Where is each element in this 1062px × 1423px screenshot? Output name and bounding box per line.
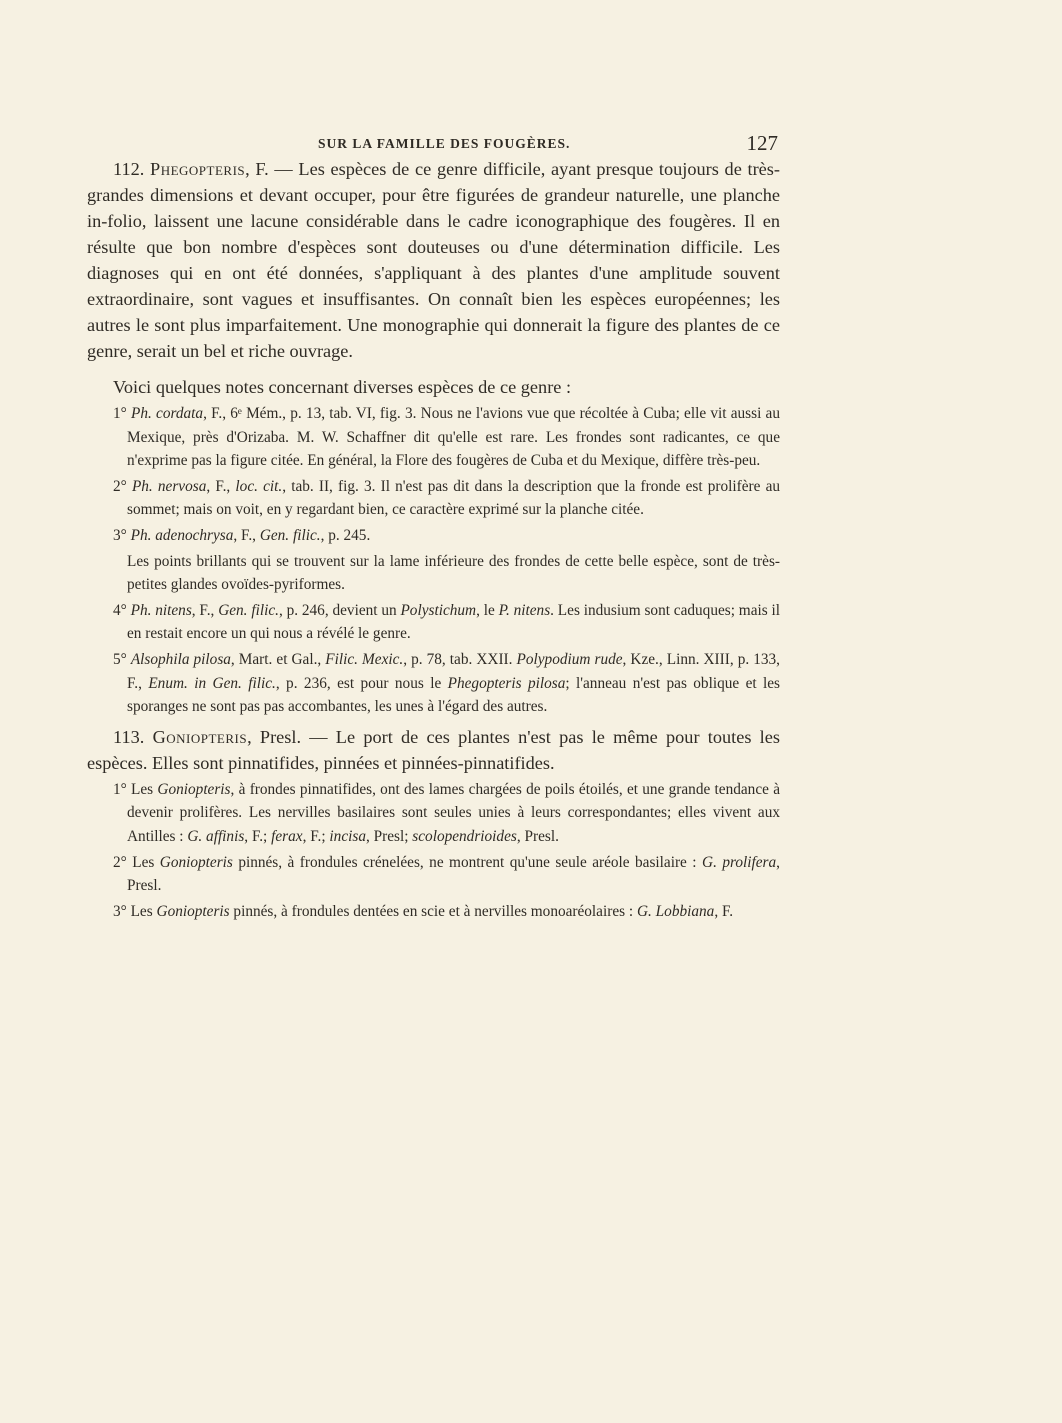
- section-112-intro: Voici quelques notes concernant diverses espèces de ce genre :: [113, 377, 572, 397]
- item-text: , p. 245.: [320, 526, 371, 544]
- item-number: 4°: [113, 601, 131, 619]
- genus-name: Phegopteris: [150, 159, 246, 179]
- item-text: , F., 6ᵉ Mém., p. 13, tab. VI, fig. 3. Nous ne l'avions vue que récoltée à Cuba; elle vit aussi au Mexique, près d'Orizaba. M. W. Schaffner dit qu'elle est rare. Les frondes sont radicantes, ce que n'exprime pas la figure citée. En général, la Flore des fougères de Cuba et du Mexique, diffère très-peu.: [127, 405, 780, 470]
- list-item-113-1: [87, 778, 780, 849]
- item-text: , F.;: [302, 827, 330, 845]
- item-text: , à frondes pinnatifides, ont des lames chargées de poils étoilés, et une grande tendance à devenir prolifères. Les nervilles basilaires sont seules unies à leurs correspondantes; elles vivent aux Antilles :: [127, 780, 780, 845]
- item-number: 1°: [113, 405, 131, 422]
- list-item-112-4: [87, 599, 780, 646]
- species-name: Goniopteris: [156, 902, 230, 920]
- reference: Gen. filic.: [218, 601, 279, 619]
- item-text: pinnés, à frondules crénelées, ne montrent qu'une seule aréole basilaire :: [232, 853, 703, 871]
- reference: Gen. filic.: [259, 526, 321, 544]
- item-text: pinnés, à frondules dentées en scie et à nervilles monoaréolaires :: [229, 902, 637, 920]
- section-113-paragraph: [87, 724, 780, 776]
- item-text: , F.,: [206, 477, 236, 495]
- species-name: Goniopteris: [159, 853, 233, 871]
- paragraph-text: , Presl. — Le port de ces plantes n'est pas le même pour toutes les espèces. Elles sont pinnatifides, pinnées et pinnées-pinnatifides.: [87, 726, 780, 773]
- list-item-112-3: [87, 524, 780, 548]
- page-number: 127: [746, 131, 778, 155]
- item-text: , p. 236, est pour nous le: [275, 674, 448, 692]
- item-text: , le: [476, 601, 499, 619]
- species-name: Ph. nervosa: [131, 477, 207, 495]
- species-name: P. nitens: [498, 601, 551, 619]
- list-item-112-3-note: Les points brillants qui se trouvent sur la lame inférieure des frondes de cette belle espèce, sont de très-petites glandes ovoïdes-pyriformes.: [127, 552, 780, 594]
- item-text: , Kze., Linn. XIII, p. 133, F.,: [127, 650, 780, 692]
- genus-name: Goniopteris: [152, 726, 248, 747]
- item-number: 1° Les: [113, 780, 158, 798]
- item-number: 2° Les: [113, 853, 160, 871]
- species-name: G. Lobbiana: [636, 902, 715, 920]
- item-text: , Presl.: [516, 827, 559, 845]
- species-name: Alsophila pilosa: [130, 650, 231, 668]
- item-text: , p. 246, devient un: [278, 601, 401, 619]
- reference: Filic. Mexic.: [325, 650, 404, 668]
- paragraph-text: , F. — Les espèces de ce genre difficile, ayant presque toujours de très-grandes dimensions et devant occuper, pour être figurées de grandeur naturelle, une planche in-folio, laissent une lacune considérable dans le cadre iconographique des fougères. Il en résulte que bon nombre d'espèces sont douteuses ou d'une détermination difficile. Les diagnoses qui en ont été données, s'appliquant à des plantes d'une amplitude souvent extraordinaire, sont vagues et insuffisantes. On connaît bien les espèces européennes; les autres le sont plus imparfaitement. Une monographie qui donnerait la figure des plantes de ce genre, serait un bel et riche ouvrage.: [87, 159, 780, 361]
- item-text: , F.: [714, 902, 734, 920]
- item-number: 3° Les: [113, 902, 157, 920]
- section-112-paragraph: [87, 156, 780, 364]
- item-text: , F.;: [244, 827, 272, 845]
- section-number: 112.: [113, 159, 151, 179]
- species-name: G. affinis: [187, 827, 245, 845]
- list-item-112-1: [87, 402, 780, 473]
- species-name: incisa: [329, 827, 366, 845]
- list-item-112-5: [87, 648, 780, 719]
- species-name: Polypodium rude: [516, 650, 623, 668]
- item-text: , Presl;: [365, 827, 413, 845]
- item-text: , F.,: [191, 601, 219, 619]
- list-item-112-2: [87, 475, 780, 522]
- item-text: , F.,: [233, 526, 260, 544]
- item-text: ; l'anneau n'est pas oblique et les sporanges ne sont pas pas accombantes, les unes à l'égard des autres.: [127, 674, 780, 716]
- item-text: , Mart. et Gal.,: [230, 650, 326, 668]
- page-body: [87, 156, 780, 923]
- list-item-113-3: [87, 900, 780, 924]
- list-item-113-2: [87, 851, 780, 898]
- item-number: 2°: [113, 477, 132, 495]
- species-name: ferax: [271, 827, 303, 845]
- species-name: Polystichum: [400, 601, 477, 619]
- item-number: 3°: [113, 526, 131, 544]
- species-name: Ph. cordata: [131, 405, 204, 422]
- species-name: G. prolifera: [702, 853, 777, 871]
- species-name: Ph. nitens: [130, 601, 192, 619]
- reference: loc. cit.: [235, 477, 283, 495]
- running-title: SUR LA FAMILLE DES FOUGÈRES.: [318, 136, 571, 151]
- item-number: 5°: [113, 650, 131, 668]
- species-name: Phegopteris pilosa: [447, 674, 566, 692]
- section-number: 113.: [113, 726, 153, 747]
- reference: Enum. in Gen. filic.: [148, 674, 276, 692]
- item-text: , tab. II, fig. 3. Il n'est pas dit dans la description que la fronde est prolifère au sommet; mais on voit, en y regardant bien, ce caractère exprimé sur la planche citée.: [127, 477, 781, 519]
- item-text: , Presl.: [127, 853, 780, 895]
- species-name: Goniopteris: [157, 780, 231, 798]
- item-text: , p. 78, tab. XXII.: [403, 650, 517, 668]
- item-text: . Les indusium sont caduques; mais il en restait encore un qui nous a révélé le genre.: [127, 601, 781, 643]
- species-name: scolopendrioides: [412, 827, 517, 845]
- species-name: Ph. adenochrysa: [130, 526, 234, 544]
